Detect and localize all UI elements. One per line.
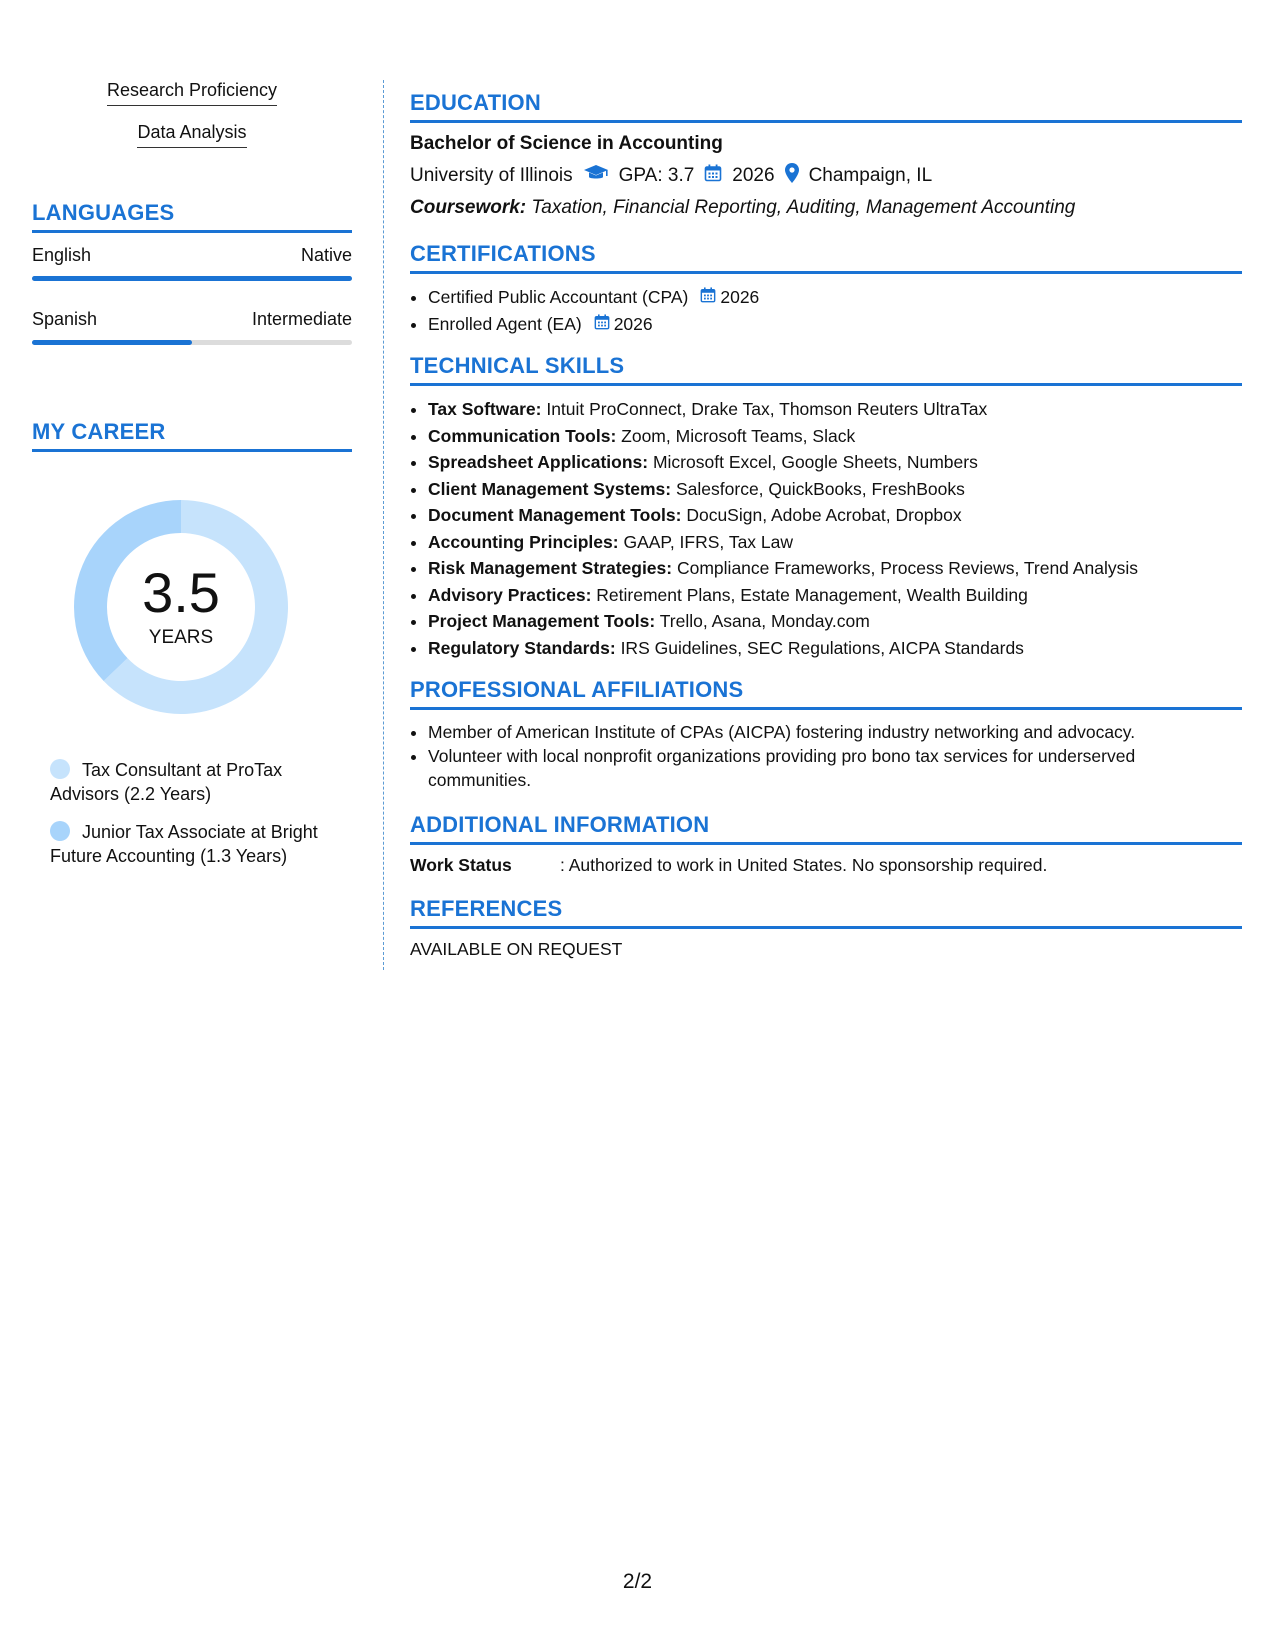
legend-dot — [50, 821, 70, 841]
work-status-value: : Authorized to work in United States. No sponsorship required. — [560, 855, 1048, 875]
languages-title: LANGUAGES — [32, 200, 352, 233]
gpa: GPA: 3.7 — [618, 165, 695, 186]
coursework-list: Taxation, Financial Reporting, Auditing, Management Accounting — [531, 197, 1076, 218]
career-legend-item — [50, 820, 352, 868]
left-column — [32, 80, 352, 882]
affiliations-list — [410, 720, 1242, 792]
column-divider — [383, 80, 384, 970]
calendar-icon — [700, 284, 716, 311]
skill-item: • Advisory Practices: Retirement Plans, Estate Management, Wealth Building — [428, 582, 1242, 609]
career-total-unit: YEARS — [148, 627, 214, 648]
language-bar-fill — [32, 276, 352, 281]
location-pin-icon — [785, 163, 799, 189]
language-name: Spanish — [32, 309, 98, 329]
right-column — [410, 90, 1242, 968]
affiliations-section — [410, 677, 1242, 792]
education-title: EDUCATION — [410, 90, 1242, 123]
certification-item: • Enrolled Agent (EA) 2026 — [428, 311, 1242, 338]
technical-skills-title: TECHNICAL SKILLS — [410, 353, 1242, 386]
skill-item: • Tax Software: Intuit ProConnect, Drake Tax, Thomson Reuters UltraTax — [428, 396, 1242, 423]
career-total-value: 3.5 — [142, 561, 220, 624]
certification-item: • Certified Public Accountant (CPA) 2026 — [428, 284, 1242, 311]
certifications-list — [410, 284, 1242, 337]
skill-tag: Research Proficiency — [32, 80, 352, 106]
references-section — [410, 896, 1242, 960]
certifications-title: CERTIFICATIONS — [410, 241, 1242, 274]
references-title: REFERENCES — [410, 896, 1242, 929]
skill-item: • Project Management Tools: Trello, Asana, Monday.com — [428, 608, 1242, 635]
certification-year: 2026 — [613, 313, 653, 334]
career-title: MY CAREER — [32, 419, 352, 452]
legend-dot — [50, 759, 70, 779]
work-status-label: Work Status — [410, 855, 512, 875]
legend-label: Junior Tax Associate at Bright Future Accounting (1.3 Years) — [50, 822, 318, 866]
affiliation-item: • Member of American Institute of CPAs (AICPA) fostering industry networking and advocacy. — [428, 720, 1242, 744]
technical-skills-list — [410, 396, 1242, 661]
degree: Bachelor of Science in Accounting — [410, 133, 723, 154]
skill-item: • Client Management Systems: Salesforce, QuickBooks, FreshBooks — [428, 476, 1242, 503]
language-bar — [32, 340, 352, 345]
legend-label: Tax Consultant at ProTax Advisors (2.2 Years) — [50, 760, 283, 804]
language-bar — [32, 276, 352, 281]
additional-info-section — [410, 812, 1242, 876]
languages-section — [32, 200, 352, 345]
affiliations-title: PROFESSIONAL AFFILIATIONS — [410, 677, 1242, 710]
coursework-label: Coursework: — [410, 197, 527, 218]
certification-year: 2026 — [720, 287, 760, 307]
coursework — [410, 197, 1242, 219]
education-meta — [410, 163, 1242, 189]
language-item — [32, 309, 352, 345]
calendar-icon — [594, 311, 610, 338]
graduation-cap-icon — [583, 164, 609, 188]
language-bar-fill — [32, 340, 192, 345]
certifications-section — [410, 241, 1242, 337]
school: University of Illinois — [410, 165, 573, 186]
language-level: Intermediate — [251, 309, 352, 329]
skill-item: • Spreadsheet Applications: Microsoft Excel, Google Sheets, Numbers — [428, 449, 1242, 476]
career-legend — [32, 758, 352, 868]
work-status-row — [410, 855, 1242, 876]
education-section — [410, 90, 1242, 219]
career-section — [32, 419, 352, 868]
skill-item: • Accounting Principles: GAAP, IFRS, Tax Law — [428, 529, 1242, 556]
affiliation-item: • Volunteer with local nonprofit organizations providing pro bono tax services for underserved communities. — [428, 744, 1242, 792]
calendar-icon — [704, 164, 722, 188]
language-name: English — [32, 245, 92, 265]
skill-item: • Regulatory Standards: IRS Guidelines, SEC Regulations, AICPA Standards — [428, 635, 1242, 662]
skill-item: • Risk Management Strategies: Compliance Frameworks, Process Reviews, Trend Analysis — [428, 555, 1242, 582]
location: Champaign, IL — [808, 165, 933, 186]
language-item — [32, 245, 352, 281]
career-legend-item — [50, 758, 352, 806]
references-text: AVAILABLE ON REQUEST — [410, 939, 623, 959]
graduation-year: 2026 — [732, 165, 775, 186]
career-donut — [66, 492, 296, 722]
skill-item: • Document Management Tools: DocuSign, Adobe Acrobat, Dropbox — [428, 502, 1242, 529]
skill-tag: Data Analysis — [32, 122, 352, 148]
language-level: Native — [300, 245, 352, 265]
technical-skills-section — [410, 353, 1242, 661]
skill-item: • Communication Tools: Zoom, Microsoft Teams, Slack — [428, 423, 1242, 450]
additional-info-title: ADDITIONAL INFORMATION — [410, 812, 1242, 845]
page-number: 2/2 — [622, 1570, 653, 1593]
